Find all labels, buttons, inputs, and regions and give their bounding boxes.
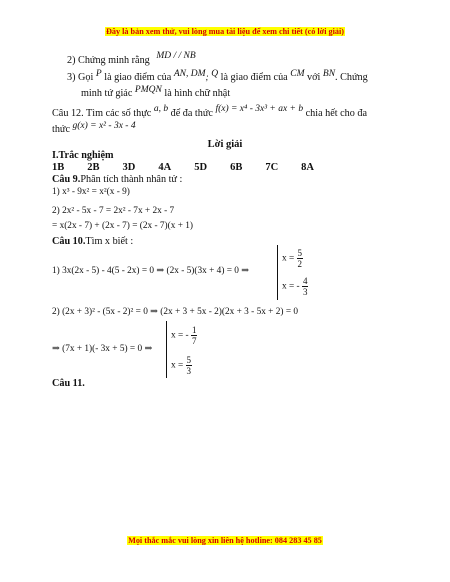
fraction: $\frac{4}{3}$: [302, 276, 308, 297]
solution-title: Lời giải: [207, 139, 243, 150]
answer-item: 3D: [122, 162, 136, 173]
fraction: $\frac{5}{3}$: [186, 355, 192, 376]
q10-part-2: 2) (2x + 3)² - (5x - 2)² = 0 ⇒ (2x + 3 + 5x - 2)(2x + 3 - 5x + 2) = 0: [52, 307, 299, 317]
problem-item-3-line2: minh tứ giác PMQN là hình chữ nhật: [81, 85, 231, 99]
answer-item: 2B: [87, 162, 100, 173]
fraction: $\frac{5}{2}$: [297, 248, 303, 269]
problem-item-2: 2) Chứng minh rằng MD / / NB: [67, 51, 196, 66]
hotline-banner: Mọi thắc mắc vui lòng xin liên hệ hotline: 084 283 45 85: [128, 536, 322, 545]
q10-part-2b: ⇒ (7x + 1)(- 3x + 5) = 0 ⇒: [52, 344, 153, 354]
q9-part-1: 1) x³ - 9x² = x²(x - 9): [52, 187, 130, 197]
problem-item-3: 3) Gọi P là giao điểm của AN, DM; Q là giao điểm của CM với BN. Chứng: [67, 69, 368, 83]
question-12: Câu 12. Tìm các số thực a, b để đa thức f(x) = x⁴ - 3x³ + ax + b chia hết cho đa: [52, 104, 368, 119]
fraction: $\frac{1}{7}$: [191, 325, 197, 346]
answer-item: 8A: [301, 162, 315, 173]
answer-item: 4A: [158, 162, 172, 173]
answer-item: 1B: [52, 162, 65, 173]
answer-item: 7C: [265, 162, 279, 173]
q10-2-root-1: x = - $\frac{1}{7}$: [171, 325, 197, 346]
question-9-heading: Câu 9.Phân tích thành nhân tử :: [52, 174, 183, 185]
q10-2-root-2: x = $\frac{5}{3}$: [171, 355, 192, 376]
q9-part-2a: 2) 2x² - 5x - 7 = 2x² - 7x + 2x - 7: [52, 206, 175, 216]
answer-key: [52, 162, 337, 173]
q10-1-root-2: x = - $\frac{4}{3}$: [282, 276, 308, 297]
multiple-choice-heading: I.Trắc nghiệm: [52, 150, 114, 161]
answer-item: 5D: [194, 162, 208, 173]
q10-1-root-1: x = $\frac{5}{2}$: [282, 248, 303, 269]
preview-banner: Đây là bản xem thử, vui lòng mua tài liệu để xem chi tiết (có lời giải): [105, 27, 344, 36]
q9-part-2b: = x(2x - 7) + (2x - 7) = (2x - 7)(x + 1): [52, 221, 194, 231]
question-10-heading: Câu 10.Tìm x biết :: [52, 236, 134, 247]
question-11-heading: Câu 11.: [52, 378, 85, 389]
q10-part-1: 1) 3x(2x - 5) - 4(5 - 2x) = 0 ⇒ (2x - 5)(3x + 4) = 0 ⇒: [52, 266, 250, 276]
system-brace: [166, 321, 167, 378]
system-brace: [277, 245, 278, 300]
question-12-line2: thức g(x) = x² - 3x - 4: [52, 121, 136, 135]
answer-item: 6B: [230, 162, 243, 173]
